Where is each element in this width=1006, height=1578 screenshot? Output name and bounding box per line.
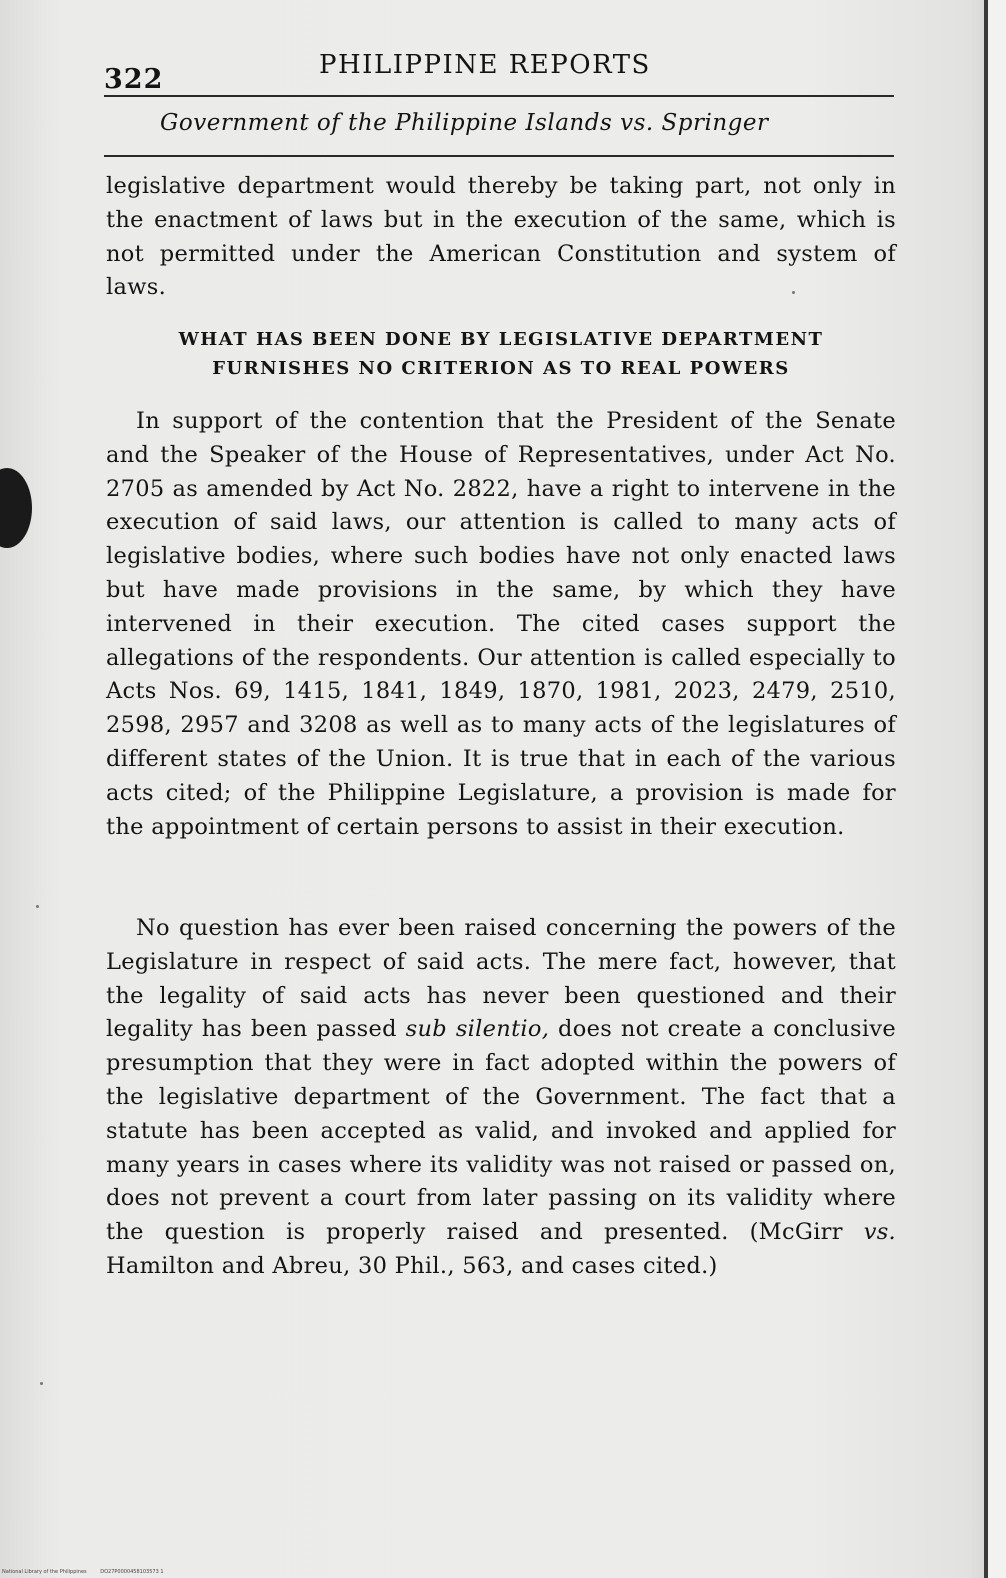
scan-shadow: [0, 468, 32, 548]
page-margin-strip: [988, 0, 1006, 1578]
page-number: 322: [104, 64, 164, 95]
paragraph-no-question: [106, 912, 896, 1284]
scan-speck: [36, 905, 39, 908]
scan-speck: [40, 1382, 43, 1385]
case-title-rule: [104, 155, 894, 157]
scan-footer: [2, 1569, 176, 1575]
scan-code: DO27P0000458103573 1: [100, 1569, 164, 1575]
paragraph-text-3: Hamilton and Abreu, 30 Phil., 563, and cases cited.): [106, 1252, 718, 1279]
paragraph-text-1: No question has ever been raised concerning the powers of the Legislature in respect of said acts. The mere fact, however, that the legality of said acts has never been questioned and their legality has been passed: [106, 915, 896, 1043]
paragraph-contention: In support of the contention that the President of the Senate and the Speaker of the House of Representatives, under Act No. 2705 as amended by Act No. 2822, have a right to intervene in the execution of said laws, our attention is called to many acts of legislative bodies, where such bodies have not only enacted laws but have made provisions in the same, by which they have intervened in their execution. The cited cases support the allegations of the respondents. Our attention is called especially to Acts Nos. 69, 1415, 1841, 1849, 1870, 1981, 2023, 2479, 2510, 2598, 2957 and 3208 as well as to many acts of the legislatures of different states of the Union. It is true that in each of the various acts cited; of the Philippine Legislature, a provision is made for the appointment of certain persons to assist in their execution.: [106, 408, 896, 840]
header-rule: [104, 95, 894, 97]
latin-phrase: sub silentio,: [405, 1016, 550, 1043]
continuation-paragraph: legislative department would thereby be taking part, not only in the enactment of laws but in the execution of the same, which is not permitted under the American Constitution and system of laws.: [106, 173, 896, 301]
scan-speck: [792, 291, 795, 294]
library-credit: National Library of the Philippines: [2, 1569, 87, 1575]
paragraph-text-2: does not create a conclusive presumption that they were in fact adopted within the powers of the legislative department of the Government. The fact that a statute has been accepted as valid, and invoked and applied for many years in cases where its validity was not raised or passed on, does not prevent a court from later passing on its validity where the question is properly raised and presented. (McGirr: [106, 1016, 896, 1246]
page-header: [104, 50, 894, 94]
versus-abbrev: vs.: [863, 1219, 896, 1246]
section-heading: WHAT HAS BEEN DONE BY LEGISLATIVE DEPARTMENT FURNISHES NO CRITERION AS TO REAL POWERS: [178, 329, 824, 379]
running-title: PHILIPPINE REPORTS: [319, 50, 651, 80]
case-title: Government of the Philippine Islands vs. Springer: [160, 110, 769, 136]
